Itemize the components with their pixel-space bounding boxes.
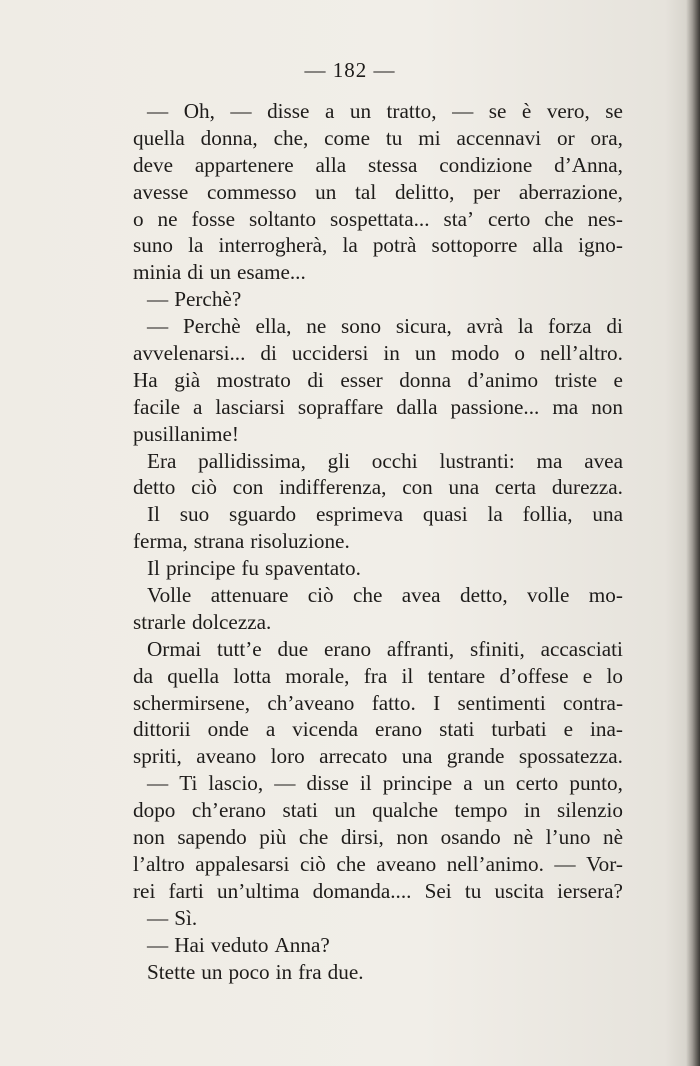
word: che [298,825,329,850]
word: un [201,959,223,984]
text-line [133,851,623,878]
text-line [133,259,623,286]
text-line [133,582,623,609]
word: arrecato [319,744,388,769]
word: ella, [255,314,292,339]
word: dolcezza. [191,609,272,634]
word: — [274,771,296,796]
word: stati [439,717,475,742]
word: stessa [367,152,418,177]
word: mostrato [216,367,291,392]
word: volle [527,583,570,608]
text-line [133,367,623,394]
word: Oh, [183,99,215,123]
word: una [592,502,623,527]
word: la [342,233,358,258]
word: minia [133,260,182,285]
word: attenuare [210,583,289,608]
word: d’Anna, [554,152,623,177]
word: da [133,663,153,688]
word: donna, [200,125,258,150]
word: soltanto [249,206,317,231]
word: Sì. [174,905,198,930]
word: appartenere [194,152,294,177]
word: o [514,341,525,366]
word: che [353,583,383,608]
word: due. [327,959,364,984]
word: Ormai [147,636,202,661]
word: Ti [179,771,198,796]
text-line [133,501,623,528]
word: or [557,125,575,150]
word: aveano [196,744,257,769]
word: lascio, [208,771,264,796]
word: una [401,744,433,769]
word: d’offese [499,663,569,688]
word: principe [382,771,453,796]
word: nè [603,825,623,850]
word: deve [133,152,173,177]
text-line [133,878,623,905]
word: ma [536,448,563,473]
word: I [433,690,441,715]
word: e [613,367,623,392]
word: dirsi, [340,825,384,850]
text-line [133,313,623,340]
word: ciò [191,475,218,500]
word: mi [418,125,441,150]
word: a [463,771,473,796]
text-line [133,421,623,448]
word: pallidissima, [198,448,306,473]
word: se [605,99,623,123]
text-line [133,448,623,475]
word: ma [552,394,579,419]
text-line [133,609,623,636]
word: grande [446,744,505,769]
word: una [448,475,480,500]
word: a [193,394,203,419]
word: che [544,206,574,231]
word: certo [515,771,559,796]
word: un’ultima [217,878,300,903]
word: tentare [427,663,486,688]
text-line [133,528,623,555]
word: più [259,825,287,850]
word: Anna? [274,932,330,957]
text-line [133,474,623,501]
text-line [133,340,623,367]
word: Perchè? [174,287,242,312]
word: il [401,663,414,688]
word: Stette [147,959,196,984]
text-line [133,716,623,743]
text-line [133,206,623,233]
word: sottoporre [431,233,518,258]
word: donna [399,367,451,392]
word: sfiniti, [470,636,525,661]
word: erano [323,636,372,661]
word: in [275,959,293,984]
word: d’animo [467,367,539,392]
word: mo- [588,583,623,608]
word: interrogherà, [218,233,328,258]
word: già [174,367,201,392]
word: aveano [376,851,437,876]
word: occhi [371,448,418,473]
text-line [133,555,623,582]
word: sta’ [443,206,475,231]
word: di [606,314,623,339]
word: avvelenarsi... [133,341,246,366]
word: — [452,99,474,123]
word: vicenda [292,717,359,742]
word: di [187,260,204,285]
word: tu [385,125,403,150]
word: vero, [546,99,590,123]
word: onde [207,717,249,742]
word: — [147,905,169,930]
text-line [133,824,623,851]
word: modo [451,341,500,366]
word: lustranti: [439,448,515,473]
word: forza [548,314,592,339]
word: turbati [491,717,547,742]
word: l’altro [133,851,185,876]
word: avrà [466,314,504,339]
word: Volle [147,583,192,608]
word: veduto [210,932,269,957]
word: Era [147,448,177,473]
word: qualche [372,798,438,823]
word: lotta [233,663,272,688]
word: detto [133,475,176,500]
word: tratto, [386,99,437,123]
word: Ha [133,367,158,392]
word: loro [270,744,305,769]
word: certo [488,206,531,231]
word: morale, [285,663,350,688]
word: in [383,341,400,366]
word: certa [494,475,537,500]
text-line [133,125,623,152]
word: risoluzione. [250,529,350,554]
word: uscita [494,878,544,903]
word: Sei [424,878,452,903]
word: tutt’e [216,636,262,661]
word: dalla [396,394,438,419]
word: o [133,206,144,231]
word: esame... [236,260,306,285]
text-line [133,932,623,959]
word: e [582,663,593,688]
word: appalesarsi [195,851,290,876]
word: a [265,717,276,742]
word: fra [298,959,322,984]
word: Hai [174,932,205,957]
word: contra- [563,690,623,715]
word: durezza. [551,475,623,500]
word: sospettata... [330,206,430,231]
word: principe [165,556,236,581]
word: Il [147,556,160,581]
word: ch’aveano [267,690,355,715]
word: la [487,502,503,527]
word: strana [193,529,245,554]
word: fatto. [371,690,416,715]
word: fu [241,556,260,581]
text-line [133,743,623,770]
page-edge-shadow [686,0,700,1066]
word: poco [228,959,270,984]
word: facile [133,394,181,419]
word: sapendo [177,825,247,850]
word: il [359,771,372,796]
word: — [147,287,169,312]
word: se [488,99,507,123]
word: indifferenza, [279,475,387,500]
word: con [402,475,433,500]
text-line [133,770,623,797]
text-line [133,797,623,824]
word: condizione [439,152,533,177]
word: uccidersi [291,341,369,366]
word: avea [401,583,441,608]
word: affranti, [386,636,455,661]
word: commesso [207,179,297,204]
word: non [591,394,623,419]
word: un [315,179,337,204]
word: tu [464,878,482,903]
word: strarle [133,609,186,634]
word: schermirsene, [133,690,251,715]
word: avea [584,448,623,473]
word: erano [375,717,423,742]
word: avesse [133,179,189,204]
word: rei [133,878,156,903]
word: un [209,260,231,285]
text-line [133,663,623,690]
word: ora, [590,125,623,150]
word: suno [133,233,174,258]
word: spaventato. [265,556,361,581]
word: sentimenti [457,690,546,715]
word: sopraffare [297,394,384,419]
page-number: — 182 — [304,58,396,82]
word: ina- [590,717,623,742]
word: lasciarsi [215,394,285,419]
word: non [396,825,429,850]
word: lo [606,663,623,688]
word: non [133,825,165,850]
word: triste [554,367,597,392]
word: un [349,99,372,123]
word: quella [133,125,185,150]
word: sguardo [229,502,297,527]
word: — [554,851,576,876]
word: di [307,367,324,392]
word: Perchè [183,314,241,339]
word: igno- [578,233,623,258]
word: gli [327,448,351,473]
word: potrà [372,233,417,258]
word: farti [168,878,204,903]
word: ch’erano [191,798,267,823]
word: alla [315,152,347,177]
word: che, [273,125,309,150]
text-line [133,690,623,717]
word: nè [513,825,534,850]
word: ne [306,314,327,339]
word: Vor- [586,851,623,876]
word: di [260,341,277,366]
text-line [133,394,623,421]
word: per [473,179,501,204]
word: che [336,851,366,876]
word: osando [440,825,501,850]
word: sicura, [395,314,452,339]
word: nell’animo. [446,851,544,876]
text-line [133,179,623,206]
word: disse [267,99,310,123]
word: silenzio [557,798,623,823]
word: — [147,99,169,123]
text-line [133,905,623,932]
word: stati [282,798,318,823]
word: con [232,475,264,500]
word: è [521,99,532,123]
word: spossatezza. [518,744,623,769]
word: nes- [587,206,623,231]
word: alla [532,233,564,258]
word: passione... [450,394,540,419]
word: un [483,771,505,796]
word: iersera? [557,878,623,903]
word: ciò [299,851,326,876]
word: spriti, [133,744,182,769]
word: dittorii [133,717,191,742]
word: fra [363,663,388,688]
word: ciò [307,583,334,608]
word: dopo [133,798,176,823]
word: accasciati [540,636,623,661]
word: — [147,314,169,339]
text-line [133,636,623,663]
text-line [133,232,623,259]
word: quasi [422,502,468,527]
word: accennavi [456,125,542,150]
word: tal [355,179,377,204]
word: follia, [522,502,573,527]
word: suo [179,502,210,527]
word: detto, [459,583,508,608]
text-line [133,286,623,313]
word: esprimeva [315,502,404,527]
word: e [563,717,574,742]
word: — [147,932,169,957]
word: fosse [191,206,236,231]
word: la [517,314,534,339]
body-text [133,98,623,985]
word: ferma, [133,529,188,554]
word: esser [340,367,383,392]
word: disse [306,771,349,796]
word: sono [341,314,382,339]
word: un [414,341,437,366]
word: due [277,636,309,661]
word: la [188,233,204,258]
word: delitto, [394,179,455,204]
word: come [324,125,371,150]
word: — [230,99,252,123]
text-line [133,959,623,986]
word: tempo [454,798,508,823]
word: a [324,99,335,123]
word: ne [157,206,178,231]
word: in [524,798,541,823]
word: nell’altro. [539,341,623,366]
word: punto, [569,771,623,796]
word: domanda.... [312,878,412,903]
text-line [133,98,623,125]
word: — [147,771,169,796]
text-line [133,152,623,179]
word: aberrazione, [518,179,623,204]
word: pusillanime! [133,421,239,446]
word: l’uno [545,825,591,850]
word: quella [167,663,220,688]
word: un [334,798,356,823]
word: Il [147,502,160,527]
